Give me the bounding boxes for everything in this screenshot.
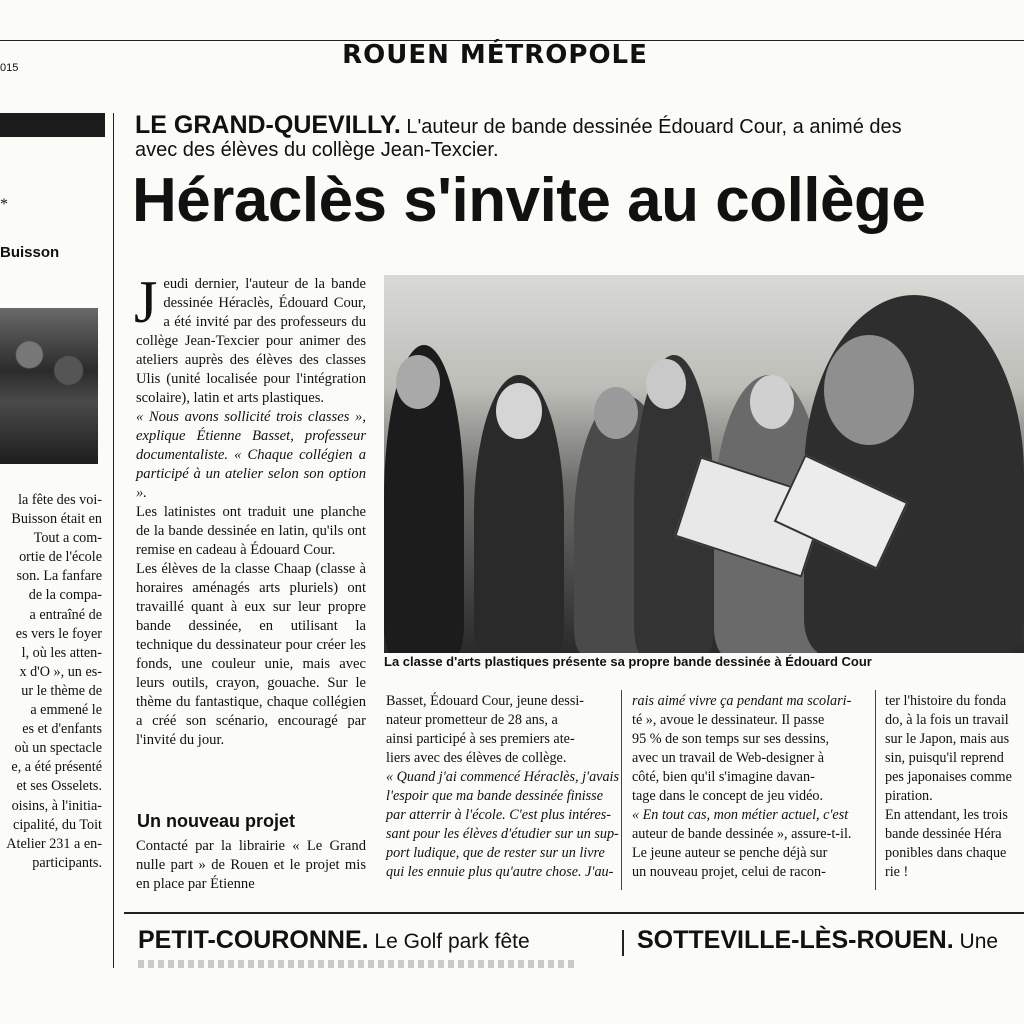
section-title: ROUEN MÉTROPOLE: [342, 40, 648, 70]
col2-line: liers avec des élèves de collège.: [386, 750, 567, 766]
left-header-bar: [0, 113, 105, 137]
col3-line: côté, bien qu'il s'imagine davan-: [632, 769, 815, 785]
col4-line: do, à la fois un travail: [885, 712, 1009, 728]
column-rule: [875, 690, 876, 890]
col3-line: tage dans le concept de jeu vidéo.: [632, 788, 824, 804]
col4-line: rie !: [885, 864, 909, 880]
col2-line: nateur prometteur de 28 ans, a: [386, 712, 558, 728]
article-photo: [384, 275, 1024, 653]
paragraph-5: Contacté par la librairie « Le Grand nulle part » de Rouen et le projet mis en place par Étienne: [136, 838, 366, 892]
left-line: es et d'enfants: [22, 721, 102, 738]
drop-cap: J: [134, 269, 158, 335]
left-line: et ses Osselets.: [16, 778, 102, 795]
col2-line: sant pour les élèves d'étudier sur un sup-: [386, 826, 619, 842]
footer-right-place: SOTTEVILLE-LÈS-ROUEN.: [637, 926, 954, 954]
left-line: participants.: [32, 854, 102, 871]
left-line: Buisson était en: [11, 511, 102, 528]
col4-line: bande dessinée Héra: [885, 826, 1002, 842]
col3-line: un nouveau projet, celui de racon-: [632, 864, 826, 880]
col2-line: « Quand j'ai commencé Héraclès, j'avais: [386, 769, 620, 785]
bottom-rule: [124, 912, 1024, 914]
col4-line: piration.: [885, 788, 933, 804]
col3-line: Le jeune auteur se penche déjà sur: [632, 845, 828, 861]
kicker-line2: avec des élèves du collège Jean-Texcier.: [135, 139, 499, 161]
article-column-2: [386, 692, 620, 882]
left-line: où un spectacle: [14, 740, 102, 757]
left-line: cipalité, du Toit: [13, 816, 102, 833]
left-line: ortie de l'école: [19, 549, 102, 566]
left-line: x d'O », un es-: [19, 663, 102, 680]
article-column-4: [885, 692, 1024, 882]
left-line: Tout a com-: [33, 530, 102, 547]
kicker-text: L'auteur de bande dessinée Édouard Cour, a animé des: [400, 116, 902, 138]
col4-line: pes japonaises comme: [885, 769, 1012, 785]
col3-line: auteur de bande dessinée », assure-t-il.: [632, 826, 852, 842]
left-line: l, où les atten-: [21, 644, 102, 661]
article-column-3: [632, 692, 860, 882]
col3-line: avec un travail de Web-designer à: [632, 750, 825, 766]
paragraph-4: Les élèves de la classe Chaap (classe à horaires aménagés arts pluriels) ont travaillé quant à eux sur leur propre bande dessinée, en utilisant la technique du dessinateur pour créer les fonds, une couleur unie, mais avec leurs outils, crayon, gouache. Sur le thème du fantastique, chaque collégien a créé son scénario, encouragé par l'invité du jour.: [136, 561, 366, 748]
col3-line: té », avoue le dessinateur. Il passe: [632, 712, 825, 728]
paragraph-1: eudi dernier, l'auteur de la bande dessinée Héraclès, Édouard Cour, a été invité par des professeurs du collège Jean-Texcier pour animer des ateliers auprès des élèves des classes Ulis (unité localisée pour l'intégration scolaire), latin et arts plastiques.: [136, 276, 366, 406]
footer-left-teaser: [138, 926, 530, 955]
left-line: a entraîné de: [29, 606, 102, 623]
paragraph-3: Les latinistes ont traduit une planche de la bande dessinée en latin, qu'ils ont remise en cadeau à Édouard Cour.: [136, 504, 366, 558]
kicker-place: LE GRAND-QUEVILLY.: [135, 111, 401, 139]
headline: Héraclès s'invite au collège: [132, 166, 926, 235]
col4-line: sur le Japon, mais aus: [885, 731, 1010, 747]
left-line: son. La fanfare: [16, 568, 102, 585]
col4-line: sin, puisqu'il reprend: [885, 750, 1004, 766]
col3-line: rais aimé vivre ça pendant ma scolari-: [632, 693, 852, 709]
col4-line: En attendant, les trois: [885, 807, 1008, 823]
col2-line: l'espoir que ma bande dessinée finisse: [386, 788, 603, 804]
photo-caption: La classe d'arts plastiques présente sa propre bande dessinée à Édouard Cour: [384, 654, 872, 669]
col4-line: ponibles dans chaque: [885, 845, 1007, 861]
col3-line: « En tout cas, mon métier actuel, c'est: [632, 807, 849, 823]
left-author: Buisson: [0, 244, 60, 261]
col4-line: ter l'histoire du fonda: [885, 693, 1007, 709]
left-article-text: [0, 491, 102, 873]
left-photo: [0, 308, 98, 464]
paragraph-2: « Nous avons sollicité trois classes », explique Étienne Basset, professeur documentaliste. « Chaque collégien a participé à un atelier selon son option ».: [136, 409, 366, 501]
col2-line: par atterrir à l'école. C'est plus intéres-: [386, 807, 612, 823]
asterisk-icon: *: [0, 196, 8, 213]
col2-line: port ludique, que de rester sur un livre: [386, 845, 605, 861]
col2-line: Basset, Édouard Cour, jeune dessi-: [386, 693, 585, 709]
left-line: oisins, à l'initia-: [11, 797, 102, 814]
page-date: 015: [0, 62, 19, 74]
subheading: Un nouveau projet: [137, 811, 296, 831]
col2-line: ainsi participé à ses premiers ate-: [386, 731, 575, 747]
footer-right-teaser: [637, 926, 998, 955]
col3-line: 95 % de son temps sur ses dessins,: [632, 731, 830, 747]
kicker: [135, 111, 902, 140]
footer-cut-text: [138, 960, 578, 968]
footer-left-text: Le Golf park fête: [368, 930, 530, 953]
footer-separator: [622, 930, 624, 956]
footer-right-text: Une: [953, 930, 999, 953]
left-column-rule: [113, 113, 114, 968]
left-line: de la compa-: [28, 587, 102, 604]
left-line: Atelier 231 a en-: [6, 835, 102, 852]
left-line: es vers le foyer: [15, 625, 102, 642]
article-column-1: [134, 269, 366, 750]
left-line: e, a été présenté: [11, 759, 102, 776]
column-rule: [621, 690, 622, 890]
left-line: a emmené le: [30, 702, 102, 719]
left-line: la fête des voi-: [18, 492, 102, 508]
col2-line: qui les ennuie plus qu'autre chose. J'au-: [386, 864, 614, 880]
left-line: ur le thème de: [21, 682, 102, 699]
footer-left-place: PETIT-COURONNE.: [138, 926, 369, 954]
